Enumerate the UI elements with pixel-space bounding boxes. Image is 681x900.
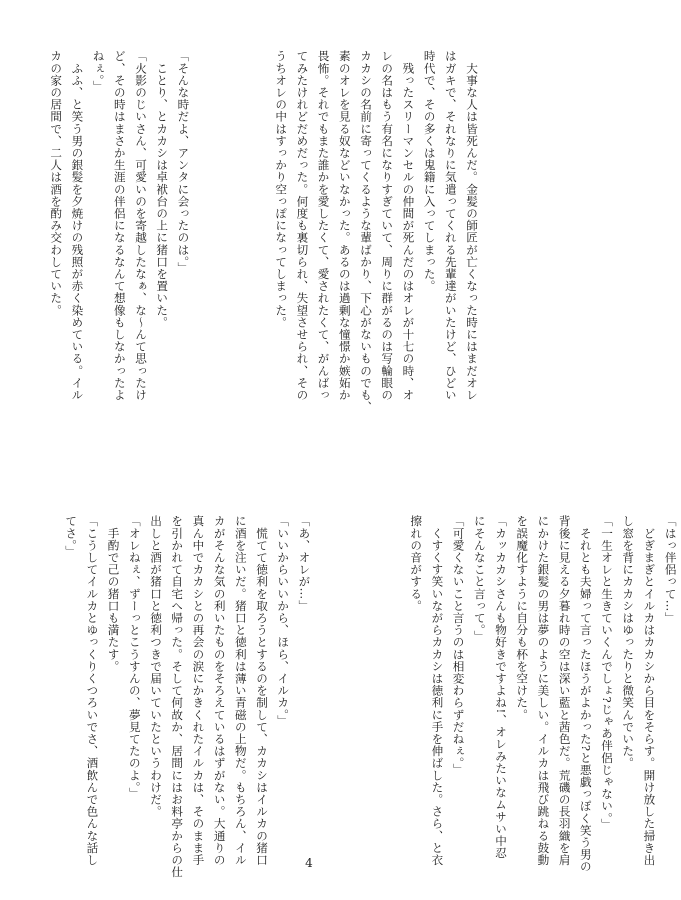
text-line: カの家の居間で、二人は酒を酌み交わしていた。: [49, 50, 64, 317]
text-line: 「可愛くないこと言うのは相変わらずだねぇ。」: [451, 515, 466, 776]
text-line: てみたけれどだめだった。何度も裏切られ、失望させられ、その: [295, 50, 310, 401]
text-block-top-right: [270, 50, 482, 413]
text-block-top-left: [45, 50, 193, 401]
text-line: ねぇ。」: [91, 50, 106, 93]
text-line: 「はっ伴侶って…」: [663, 515, 678, 624]
text-line: し窓を背にカカシはゆったりと微笑んでいた。: [621, 515, 636, 770]
text-line: 「こうしてイルカとゆっくりくつろいでさ、酒飲んで色んな話し: [85, 515, 100, 866]
text-line: カカシの名前に寄ってくるような輩ばかり、下心がないものでも、: [359, 50, 374, 413]
text-line: カがそんな気の利いたものをそろえているはずがない。大通りの: [212, 515, 227, 866]
text-line: どぎまぎとイルカはカカシから目をそらす。開け放した掃き出: [642, 515, 657, 866]
text-line: 慌てて徳利を取ろうとするのを制して、カカシはイルカの猪口: [255, 515, 270, 866]
text-line: 畏怖。それでもまた誰かを愛したくて、愛されたくて、がんばっ: [316, 50, 331, 401]
text-line: レの名はもう有名になりすぎていて、周りに群がるのは写輪眼の: [380, 50, 395, 401]
text-line: ことり、とカカシは卓袱台の上に猪口を置いた。: [155, 50, 170, 329]
text-line: 大事な人は皆死んだ。金髪の師匠が亡くなった時にはまだオレ: [465, 50, 480, 401]
text-line: それとも夫婦って言ったほうがよかった?と悪戯っぽく笑う男の: [578, 515, 593, 873]
text-line: ど、その時はまさか生涯の伴侶になるなんて想像もしなかったよ: [112, 50, 127, 401]
text-line: うちオレの中はすっかり空っぽになってしまった。: [274, 50, 289, 329]
text-line: ふふ、と笑う男の銀髪を夕焼けの残照が赤く染めている。イル: [70, 50, 85, 401]
text-line: 素のオレを見る奴などいなかった。あるのは過剰な憧憬か嫉妬か: [337, 50, 352, 401]
text-line: にそんなこと言って。」: [472, 515, 487, 643]
text-line: 「一生オレと生きていくんでしょ?じゃあ伴侶じゃない。」: [600, 515, 615, 831]
text-line: に酒を注いだ。猪口と徳利は薄い青磁の上物だ。もちろん、イル: [233, 515, 248, 866]
text-line: を誤魔化すように自分も杯を空けた。: [515, 515, 530, 721]
text-block-bottom-left: [60, 515, 314, 878]
text-line: 残ったスリーマンセルの仲間が死んだのはオレが十七の時、オ: [401, 50, 416, 401]
text-line: てさ。」: [64, 515, 79, 558]
text-line: 「オレねぇ、ずーっとこうすんの、夢見てたのよ。」: [127, 515, 142, 800]
text-line: 背後に見える夕暮れ時の空は深い藍と茜色だ。荒磯の長羽織を肩: [557, 515, 572, 866]
text-line: 「火影のじいさん、可愛いのを寄越したなぁ、な～んて思ったけ: [134, 50, 149, 401]
text-line: 「カッカカシさんも物好きですよね!、オレみたいなムサい中忍: [494, 515, 509, 859]
text-line: 「そんな時だよ、アンタに会ったのは。」: [176, 50, 191, 275]
text-line: 擦れの音がする。: [409, 515, 424, 612]
text-line: 手酌で己の猪口も満たす。: [106, 515, 121, 673]
text-line: くすくす笑いながらカカシは徳利に手を伸ばした。さら、と衣: [430, 515, 445, 866]
page-number: 4: [305, 856, 313, 870]
text-line: 出しと酒が猪口と徳利つきで届いていたというわけだ。: [149, 515, 164, 818]
text-line: を引かれて自宅へ帰った。そして何故か、居間にはお料亭からの仕: [170, 515, 185, 878]
text-line: はガキで、それなりに気遣ってくれる先輩達がいたけど、ひどい: [443, 50, 458, 401]
text-line: 「あ、オレが…」: [297, 515, 312, 612]
text-line: 「いいからいいから、ほら、イルカ。」: [276, 515, 291, 727]
text-line: にかけた銀髪の男は夢のように美しい。イルカは飛び跳ねる鼓動: [536, 515, 551, 866]
text-line: 真ん中でカカシとの再会の涙にかきくれたイルカは、そのまま手: [191, 515, 206, 866]
text-line: 時代で、その多くは鬼籍に入ってしまった。: [422, 50, 437, 292]
text-block-bottom-right: [405, 515, 681, 873]
